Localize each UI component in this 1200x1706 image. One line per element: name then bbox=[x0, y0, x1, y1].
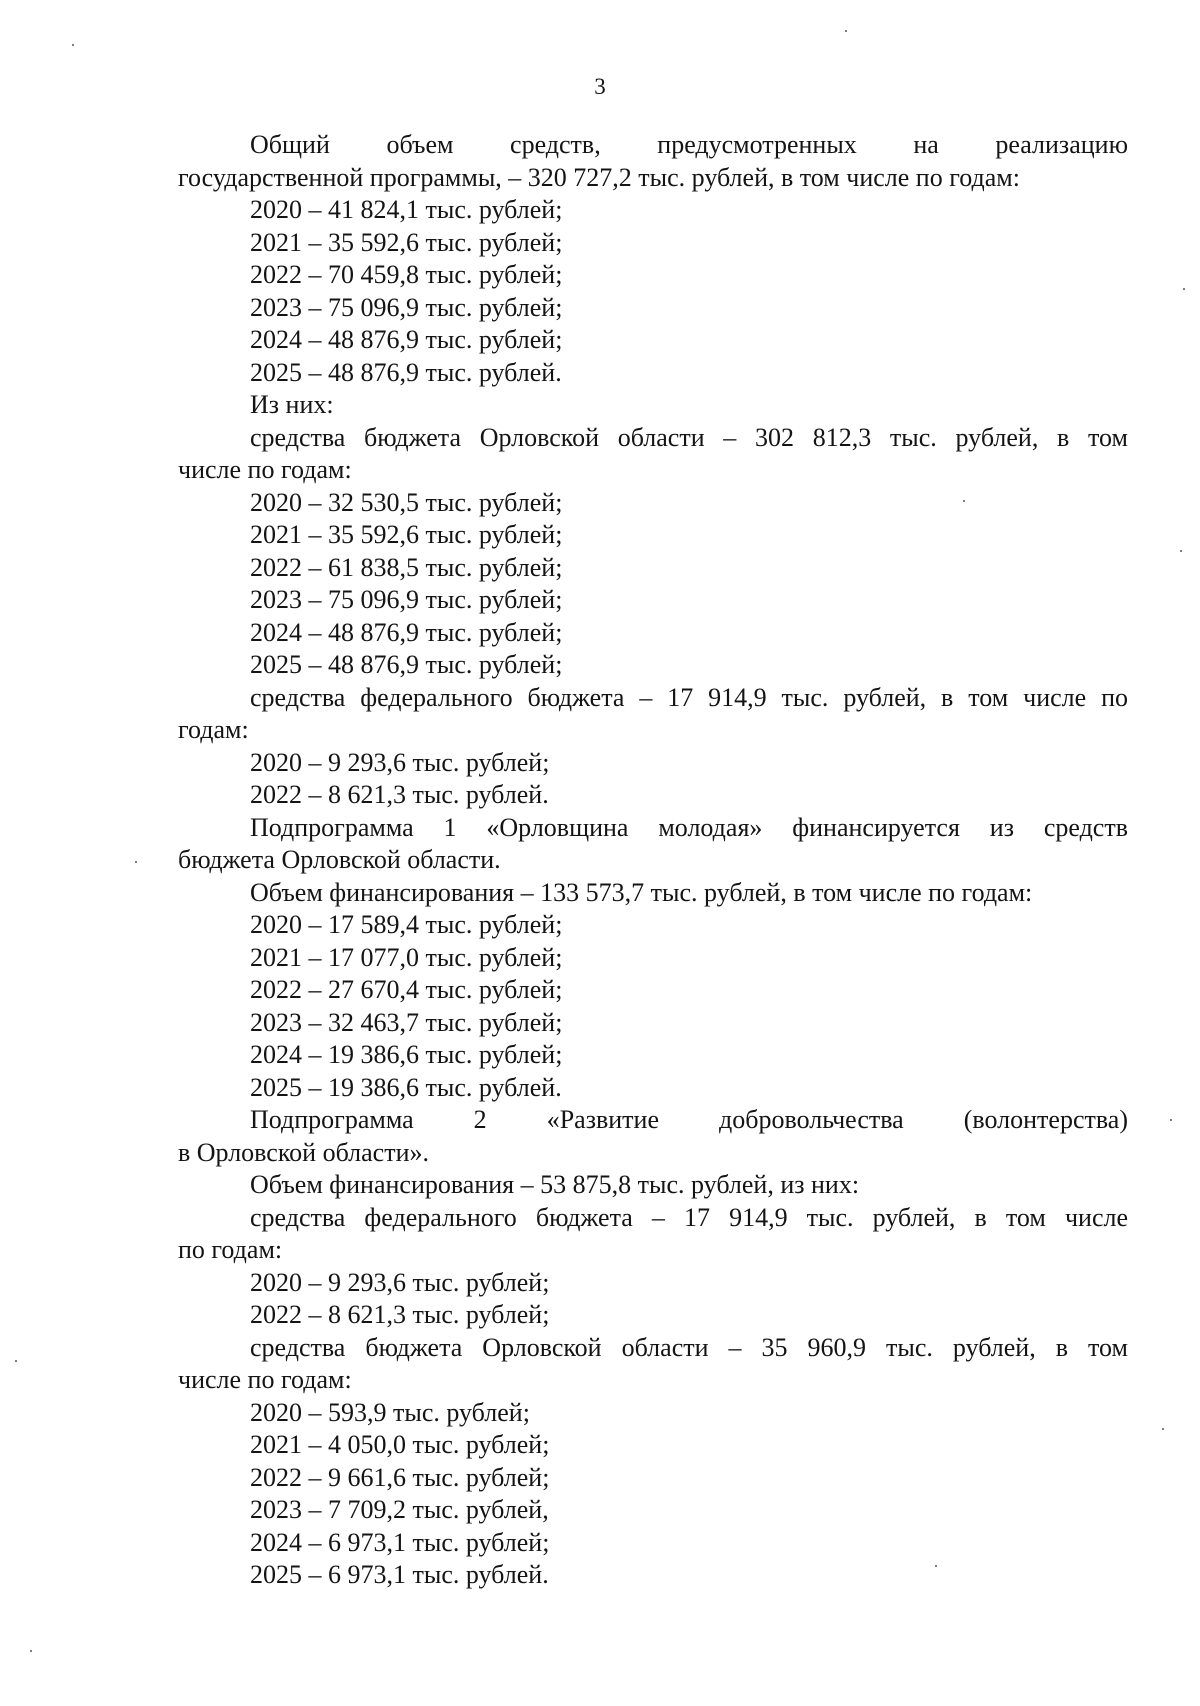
year-line: 2020 – 17 589,4 тыс. рублей; bbox=[250, 910, 563, 939]
year-line: 2020 – 593,9 тыс. рублей; bbox=[250, 1397, 530, 1427]
scan-speck bbox=[72, 44, 74, 46]
year-line: 2025 – 19 386,6 тыс. рублей. bbox=[250, 1072, 562, 1102]
year-line: 2022 – 61 838,5 тыс. рублей; bbox=[250, 552, 563, 582]
subprogram-2-title: Подпрограмма 2 «Развитие добровольчества (волонтерства) bbox=[250, 1105, 1128, 1134]
year-line: 2020 – 9 293,6 тыс. рублей; bbox=[250, 747, 550, 777]
year-line: 2021 – 35 592,6 тыс. рублей; bbox=[250, 520, 563, 549]
year-line: 2025 – 6 973,1 тыс. рублей. bbox=[250, 1560, 549, 1589]
year-line: 2021 – 35 592,6 тыс. рублей; bbox=[250, 227, 563, 257]
subprogram-2-title: в Орловской области». bbox=[178, 1137, 429, 1167]
subprogram-1-title: Подпрограмма 1 «Орловщина молодая» финансируется из средств bbox=[250, 812, 1128, 842]
year-line: 2022 – 9 661,6 тыс. рублей; bbox=[250, 1462, 550, 1492]
year-line: 2023 – 32 463,7 тыс. рублей; bbox=[250, 1007, 563, 1037]
year-line: 2021 – 17 077,0 тыс. рублей; bbox=[250, 942, 563, 972]
subprogram-2-regional-line: числе по годам: bbox=[178, 1365, 352, 1394]
year-line: 2022 – 8 621,3 тыс. рублей; bbox=[250, 1300, 550, 1329]
year-line: 2024 – 19 386,6 тыс. рублей; bbox=[250, 1040, 563, 1069]
of-them-line: Из них: bbox=[250, 390, 334, 419]
regional-budget-line: числе по годам: bbox=[178, 455, 352, 484]
year-line: 2023 – 75 096,9 тыс. рублей; bbox=[250, 292, 563, 322]
federal-budget-line: средства федерального бюджета – 17 914,9 тыс. рублей, в том числе по bbox=[250, 682, 1128, 712]
year-line: 2021 – 4 050,0 тыс. рублей; bbox=[250, 1430, 550, 1459]
scan-speck bbox=[935, 1565, 937, 1567]
subprogram-2-funding: Объем финансирования – 53 875,8 тыс. рублей, из них: bbox=[250, 1170, 860, 1199]
year-line: 2024 – 6 973,1 тыс. рублей; bbox=[250, 1527, 550, 1557]
year-line: 2022 – 27 670,4 тыс. рублей; bbox=[250, 975, 563, 1004]
scan-speck bbox=[1180, 550, 1182, 552]
federal-budget-line: годам: bbox=[178, 715, 249, 744]
year-line: 2024 – 48 876,9 тыс. рублей; bbox=[250, 325, 563, 354]
year-line: 2023 – 7 709,2 тыс. рублей, bbox=[250, 1495, 549, 1524]
regional-budget-line: средства бюджета Орловской области – 302 812,3 тыс. рублей, в том bbox=[250, 422, 1128, 452]
year-line: 2024 – 48 876,9 тыс. рублей; bbox=[250, 617, 563, 647]
year-line: 2025 – 48 876,9 тыс. рублей. bbox=[250, 357, 562, 387]
scan-speck bbox=[1183, 288, 1185, 290]
year-line: 2020 – 9 293,6 тыс. рублей; bbox=[250, 1267, 550, 1297]
year-line: 2020 – 32 530,5 тыс. рублей; bbox=[250, 487, 563, 517]
subprogram-2-regional-line: средства бюджета Орловской области – 35 960,9 тыс. рублей, в том bbox=[250, 1332, 1128, 1362]
document-body bbox=[178, 129, 1128, 1592]
year-line: 2023 – 75 096,9 тыс. рублей; bbox=[250, 585, 563, 614]
subprogram-1-funding: Объем финансирования – 133 573,7 тыс. рублей, в том числе по годам: bbox=[250, 877, 1033, 907]
scan-speck bbox=[1162, 1428, 1164, 1430]
scan-speck bbox=[1170, 1119, 1172, 1121]
scan-speck bbox=[15, 1360, 17, 1362]
subprogram-1-title: бюджета Орловской области. bbox=[178, 845, 501, 874]
year-line: 2025 – 48 876,9 тыс. рублей; bbox=[250, 650, 563, 679]
scan-speck bbox=[135, 861, 137, 863]
subprogram-2-federal-line: по годам: bbox=[178, 1235, 283, 1264]
scan-speck bbox=[963, 500, 965, 502]
year-line: 2020 – 41 824,1 тыс. рублей; bbox=[250, 195, 563, 224]
scan-speck bbox=[845, 30, 847, 32]
total-paragraph-line: Общий объем средств, предусмотренных на реализацию bbox=[250, 130, 1128, 159]
total-paragraph-line: государственной программы, – 320 727,2 тыс. рублей, в том числе по годам: bbox=[178, 162, 1020, 192]
page-number: 3 bbox=[594, 74, 606, 99]
scan-speck bbox=[30, 1650, 32, 1652]
year-line: 2022 – 8 621,3 тыс. рублей. bbox=[250, 780, 549, 809]
year-line: 2022 – 70 459,8 тыс. рублей; bbox=[250, 260, 563, 289]
subprogram-2-federal-line: средства федерального бюджета – 17 914,9 тыс. рублей, в том числе bbox=[250, 1202, 1128, 1232]
